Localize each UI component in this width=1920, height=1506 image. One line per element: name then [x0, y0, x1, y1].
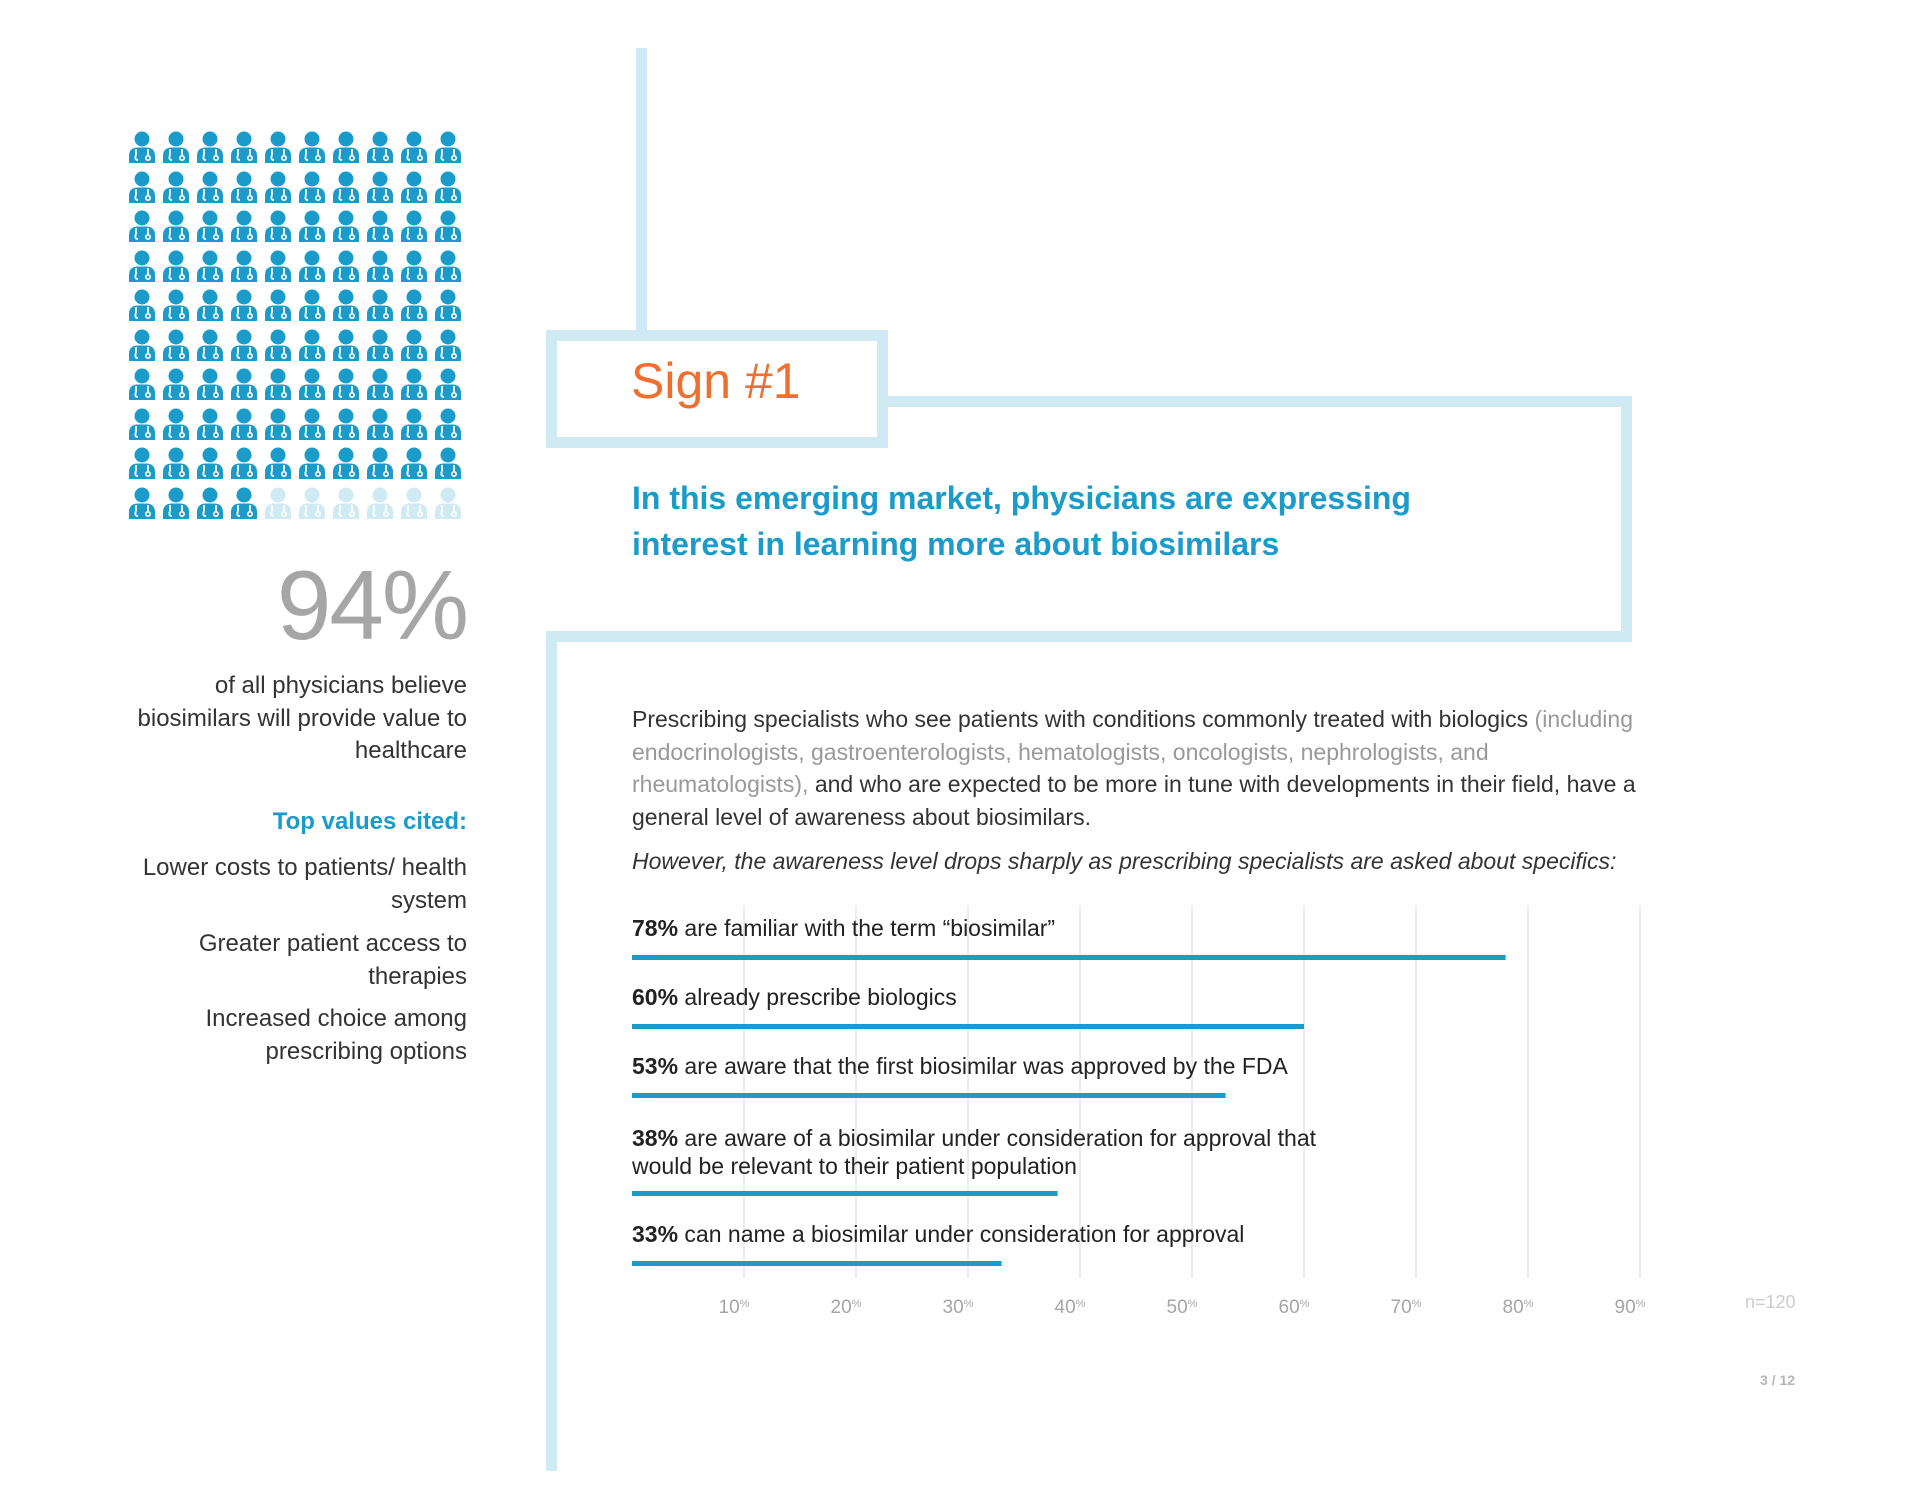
physician-icon — [365, 407, 395, 441]
physician-icon — [263, 170, 293, 204]
bar-category-label: already prescribe biologics — [678, 984, 957, 1010]
physician-icon — [229, 170, 259, 204]
intro-text-part1: Prescribing specialists who see patients with conditions commonly treated with biologics — [632, 706, 1529, 732]
physician-icon — [365, 249, 395, 283]
physician-icon — [263, 288, 293, 322]
physician-icon — [331, 446, 361, 480]
x-tick-label: 70% — [1390, 1297, 1422, 1318]
physician-icon — [127, 486, 157, 520]
physician-icon — [127, 446, 157, 480]
physician-icon — [127, 328, 157, 362]
physician-icon — [297, 328, 327, 362]
physician-icon — [433, 486, 463, 520]
physician-icon — [195, 328, 225, 362]
headline-line-1: In this emerging market, physicians are expressing — [632, 480, 1411, 516]
physician-icon — [161, 367, 191, 401]
top-value-item: Increased choice among prescribing options — [205, 1005, 467, 1065]
intro-paragraph — [632, 703, 1652, 833]
physician-icon — [297, 130, 327, 164]
physician-icon — [297, 170, 327, 204]
physician-icon — [297, 407, 327, 441]
bar — [632, 1024, 1304, 1029]
physician-icon — [365, 328, 395, 362]
physician-icon — [331, 130, 361, 164]
physician-icon — [161, 130, 191, 164]
frame-line-right-vertical — [1621, 396, 1632, 642]
physician-icon — [297, 249, 327, 283]
physician-icon — [331, 249, 361, 283]
physician-icon — [127, 249, 157, 283]
physician-icon — [331, 288, 361, 322]
physician-icon — [229, 407, 259, 441]
physician-icon — [433, 407, 463, 441]
top-value-item: Greater patient access to therapies — [198, 930, 467, 990]
physician-icon — [195, 170, 225, 204]
physician-icon — [433, 288, 463, 322]
physician-icon — [399, 407, 429, 441]
intro-text-part2: and who are expected to be more in tune with developments in their field, have a general level of awareness about biosimilars. — [632, 771, 1636, 830]
physician-icon — [365, 170, 395, 204]
physician-icon — [127, 170, 157, 204]
x-tick-label: 20% — [830, 1297, 862, 1318]
intro-italic-note: However, the awareness level drops sharply as prescribing specialists are asked about specifics: — [632, 848, 1617, 874]
x-tick-label: 10% — [718, 1297, 750, 1318]
physician-icon — [195, 367, 225, 401]
physician-icon — [365, 130, 395, 164]
physician-icon — [399, 328, 429, 362]
headline-line-2: interest in learning more about biosimilars — [632, 526, 1280, 562]
physician-icon — [365, 209, 395, 243]
physician-icon — [229, 249, 259, 283]
bar-label — [632, 914, 1532, 942]
physician-icon — [399, 288, 429, 322]
bar-label — [632, 983, 1532, 1011]
frame-line-right-horizontal-bottom — [546, 631, 1632, 642]
physician-icon — [161, 170, 191, 204]
bar — [632, 1093, 1226, 1098]
physician-icon — [229, 209, 259, 243]
physician-icon — [399, 486, 429, 520]
physician-icon — [195, 130, 225, 164]
physician-icon — [161, 446, 191, 480]
physician-icon — [127, 130, 157, 164]
physician-icon — [195, 209, 225, 243]
page-number: 3 / 12 — [1760, 1372, 1796, 1388]
physician-icon — [161, 209, 191, 243]
bar-value-label: 78% — [632, 915, 679, 941]
physician-icon — [263, 367, 293, 401]
bar-label — [632, 1220, 1532, 1248]
x-tick-label: 60% — [1278, 1297, 1310, 1318]
physician-icon — [297, 446, 327, 480]
physician-icon — [433, 130, 463, 164]
physician-icon — [297, 209, 327, 243]
intro-text-specialties: (including endocrinologists, gastroenterologists, hematologists, oncologists, nephrologists, and rheumatologists), — [632, 706, 1633, 797]
physician-icon — [365, 486, 395, 520]
physician-icon — [263, 407, 293, 441]
frame-line-left-vertical — [546, 631, 557, 1471]
physician-icon — [127, 288, 157, 322]
x-tick-label: 40% — [1054, 1297, 1086, 1318]
physician-icon — [195, 446, 225, 480]
physician-icon — [195, 288, 225, 322]
physician-icon — [229, 328, 259, 362]
physician-icon — [229, 288, 259, 322]
physician-icon — [433, 249, 463, 283]
big-stat-percent: 94% — [276, 550, 467, 660]
physician-icon — [127, 407, 157, 441]
physician-icon — [127, 209, 157, 243]
physician-icon — [297, 367, 327, 401]
physician-icon — [399, 209, 429, 243]
physician-icon — [229, 130, 259, 164]
physician-icon — [229, 486, 259, 520]
physician-icon — [331, 407, 361, 441]
bar-value-label: 33% — [632, 1221, 679, 1247]
physician-icon — [399, 170, 429, 204]
physician-icon — [399, 130, 429, 164]
physician-icon — [331, 486, 361, 520]
physician-icon — [365, 446, 395, 480]
physician-icon — [399, 446, 429, 480]
physician-icon — [399, 367, 429, 401]
bar-category-label: are familiar with the term “biosimilar” — [678, 915, 1056, 941]
physician-icon — [195, 407, 225, 441]
physician-icon — [263, 446, 293, 480]
physician-icon — [161, 328, 191, 362]
physician-icon — [433, 328, 463, 362]
bar — [632, 1261, 1002, 1266]
bar-value-label: 53% — [632, 1053, 679, 1079]
physician-icon — [433, 446, 463, 480]
physician-icon — [229, 367, 259, 401]
bar — [632, 955, 1506, 960]
bar-category-label: are aware of a biosimilar under consideration for approval that would be relevant to their patient population — [632, 1125, 1317, 1179]
physician-icon — [127, 367, 157, 401]
sample-size-label: n=120 — [1745, 1292, 1796, 1312]
x-tick-label: 50% — [1166, 1297, 1198, 1318]
physician-icon — [263, 209, 293, 243]
physician-icon — [263, 130, 293, 164]
physician-icon — [229, 446, 259, 480]
physician-icon — [263, 486, 293, 520]
physician-icon — [195, 249, 225, 283]
physician-icon — [331, 328, 361, 362]
physician-icon — [263, 249, 293, 283]
bar-category-label: can name a biosimilar under consideration for approval — [678, 1221, 1245, 1247]
physician-icon — [263, 328, 293, 362]
physician-icon — [365, 367, 395, 401]
physician-icon — [195, 486, 225, 520]
x-tick-label: 80% — [1502, 1297, 1534, 1318]
x-tick-label: 30% — [942, 1297, 974, 1318]
physician-icon — [433, 367, 463, 401]
big-stat-caption: of all physicians believe biosimilars will provide value to healthcare — [137, 672, 467, 764]
bar-category-label: are aware that the first biosimilar was approved by the FDA — [678, 1053, 1288, 1079]
physician-icon — [331, 367, 361, 401]
sign-headline — [632, 475, 1532, 567]
bar-value-label: 38% — [632, 1125, 679, 1151]
physician-icon — [161, 486, 191, 520]
physician-icon — [297, 288, 327, 322]
top-value-item: Lower costs to patients/ health system — [142, 854, 467, 914]
bar-label — [632, 1124, 1332, 1180]
physician-icon-grid — [127, 130, 467, 516]
physician-icon — [433, 170, 463, 204]
x-tick-label: 90% — [1614, 1297, 1646, 1318]
physician-icon — [297, 486, 327, 520]
frame-line-right-horizontal-top — [880, 396, 1632, 407]
top-values-heading: Top values cited: — [272, 808, 467, 835]
physician-icon — [161, 288, 191, 322]
sign-title: Sign #1 — [631, 353, 801, 409]
frame-line-top-vertical — [636, 48, 647, 338]
physician-icon — [433, 209, 463, 243]
physician-icon — [399, 249, 429, 283]
bar-label — [632, 1052, 1532, 1080]
physician-icon — [161, 407, 191, 441]
physician-icon — [161, 249, 191, 283]
bar — [632, 1191, 1058, 1196]
bar-value-label: 60% — [632, 984, 679, 1010]
physician-icon — [331, 209, 361, 243]
physician-icon — [365, 288, 395, 322]
physician-icon — [331, 170, 361, 204]
